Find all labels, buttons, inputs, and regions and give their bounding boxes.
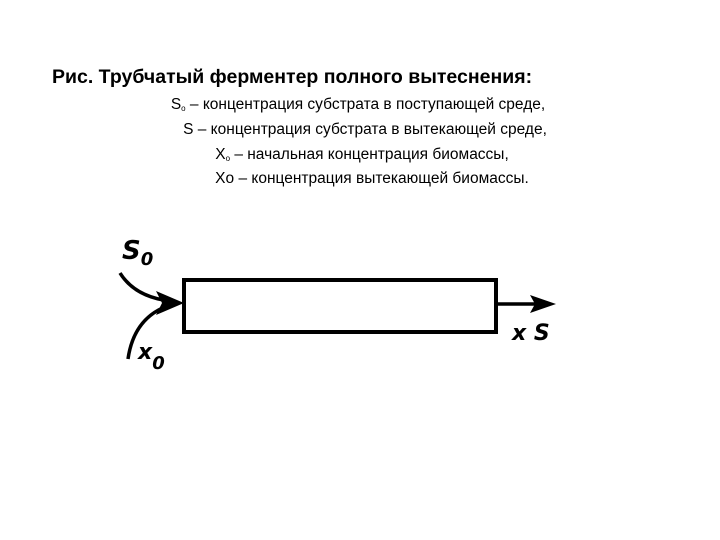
legend-subscript: о [225, 154, 231, 163]
inflow-arrowhead [156, 291, 184, 315]
legend-text: – концентрация субстрата в вытекающей среде, [193, 121, 547, 138]
reactor-tube [184, 280, 496, 332]
input-s-label: $S_0$ [122, 236, 154, 270]
figure-title: Рис. Трубчатый ферментер полного вытеснения: [52, 66, 533, 88]
fermenter-diagram [100, 225, 580, 395]
legend-symbol: X [215, 146, 226, 163]
legend-symbol: S [183, 121, 194, 138]
legend-symbol: Xo [215, 170, 235, 187]
legend-line-s0 [0, 96, 718, 114]
input-x-label: $x_0$ [138, 340, 165, 374]
legend-line-x0 [2, 146, 720, 164]
legend-line-xo [12, 170, 720, 188]
legend-text: – концентрация субстрата в поступающей среде, [185, 96, 546, 113]
legend-subscript: о [181, 104, 186, 113]
output-label: x S [512, 321, 550, 346]
legend-symbol: S [170, 96, 182, 113]
legend-text: – начальная концентрация биомассы, [230, 146, 509, 163]
legend-text: – концентрация вытекающей биомассы. [234, 170, 529, 187]
legend-line-s [5, 121, 720, 139]
